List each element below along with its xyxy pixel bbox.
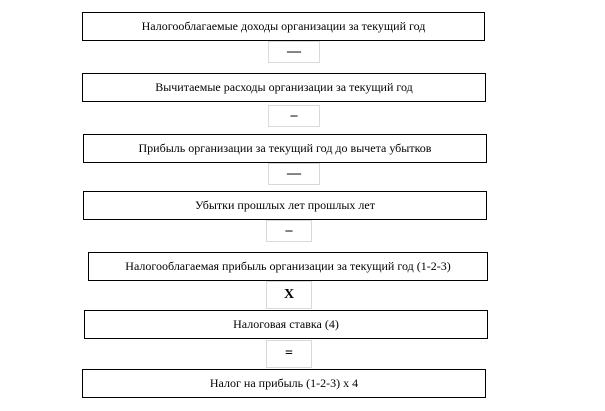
step-taxable-income: Налогооблагаемые доходы организации за текущий год bbox=[82, 12, 485, 41]
step-tax-rate: Налоговая ставка (4) bbox=[84, 310, 488, 339]
step-profit-tax: Налог на прибыль (1-2-3) х 4 bbox=[82, 369, 486, 398]
step-deductible-expenses: Вычитаемые расходы организации за текущий год bbox=[82, 73, 486, 102]
operator-minus-1: — bbox=[268, 41, 320, 63]
operator-multiply: Х bbox=[266, 281, 312, 309]
step-taxable-profit: Налогооблагаемая прибыль организации за текущий год (1-2-3) bbox=[88, 252, 488, 281]
operator-equals: = bbox=[266, 340, 312, 368]
operator-minus-4: – bbox=[266, 220, 312, 242]
step-profit-before-losses: Прибыль организации за текущий год до вычета убытков bbox=[83, 134, 487, 163]
operator-minus-3: — bbox=[268, 163, 320, 185]
step-prior-year-losses: Убытки прошлых лет прошлых лет bbox=[83, 191, 487, 220]
operator-minus-2: – bbox=[268, 105, 320, 127]
